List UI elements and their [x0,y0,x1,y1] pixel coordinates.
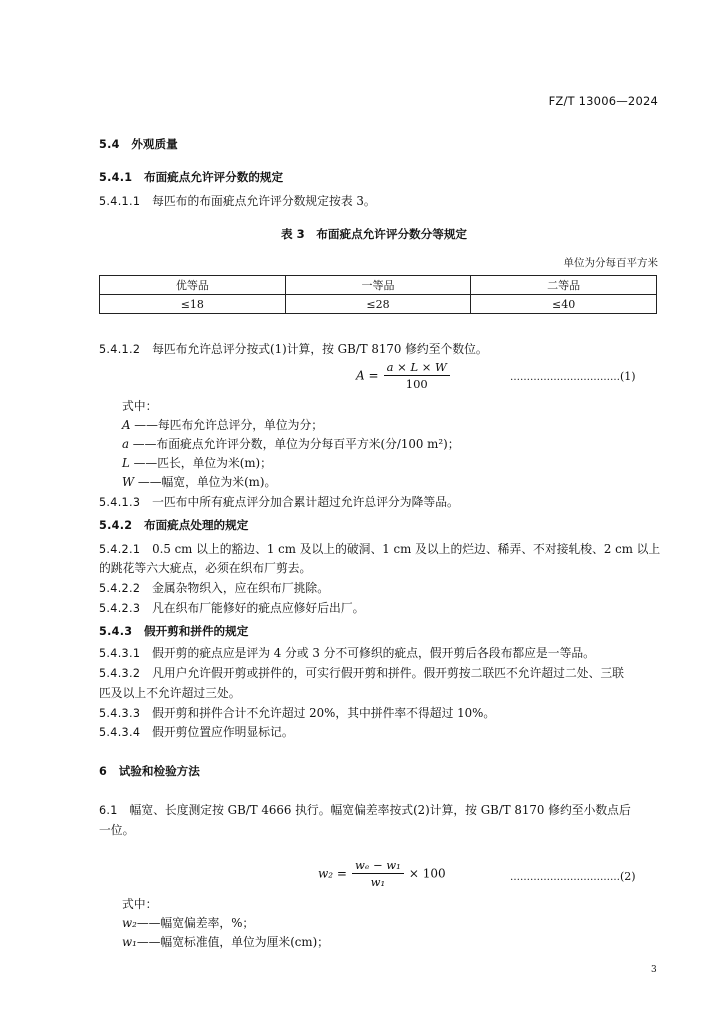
clause-5-4-2-1 [99,541,660,558]
formula-1 [356,360,450,391]
formula-fraction [352,858,404,889]
section-title: 布面疵点处理的规定 [143,518,249,532]
where-label: 式中： [122,897,158,911]
where-item [122,455,272,471]
where-item [122,436,460,452]
clause-number: 5.4.1.3 [99,496,141,509]
clause-text-line: 一位。 [99,823,135,837]
where-item [122,934,329,950]
clause-text: 假开剪的疵点应是评为 4 分或 3 分不可修织的疵点，假开剪后各段布都应是一等品。 [152,646,595,660]
clause-text: 金属杂物织入，应在织布厂挑除。 [152,581,330,595]
section-title: 试验和检验方法 [118,764,200,778]
clause-6-1 [99,802,631,819]
clause-number: 5.4.3.4 [99,726,141,739]
section-5-4-3 [99,623,248,639]
clause-text: 假开剪和拼件合计不允许超过 20%，其中拼件率不得超过 10%。 [152,706,496,720]
symbol: A [122,418,131,432]
section-5-4-1 [99,169,283,185]
clause-5-4-1-3 [99,494,459,511]
equation-number: (1) [620,370,636,383]
formula-lhs: w₂ = [318,866,347,881]
header-cell: 二等品 [471,276,657,295]
table-row [100,295,657,314]
clause-number: 5.4.1.2 [99,343,141,356]
symbol: W [122,475,135,489]
clause-number: 5.4.2.2 [99,582,141,595]
clause-text-line: 幅宽、长度测定按 GB/T 4666 执行。幅宽偏差率按式(2)计算，按 GB/T 8170 修约至小数点后 [129,803,631,817]
clause-number: 5.4.3.1 [99,647,141,660]
formula-denominator: w₁ [370,875,386,889]
clause-number: 5.4.2.3 [99,602,141,615]
symbol: w₂ [122,916,137,930]
clause-number: 5.4.1.1 [99,195,141,208]
formula-fraction [384,360,450,391]
clause-text: 一匹布中所有疵点评分加合累计超过允许总评分为降等品。 [152,495,459,509]
section-5-4 [99,136,178,152]
symbol: a [122,437,130,451]
formula-numerator: a × L × W [384,360,450,376]
clause-5-4-3-3 [99,705,495,722]
clause-5-4-3-2 [99,665,624,682]
clause-5-4-2-3 [99,600,364,617]
value-cell: ≤40 [471,295,657,314]
formula-1-tag [510,370,636,383]
symbol-desc: ——幅宽，单位为米(m)。 [137,475,277,489]
where-item [122,417,323,433]
page-number: 3 [651,965,657,975]
header-cell: 一等品 [285,276,471,295]
value-cell: ≤18 [100,295,286,314]
clause-text-line: 0.5 cm 以上的豁边、1 cm 及以上的破洞、1 cm 及以上的烂边、稀弄、不对接轧梭、2 cm 以上 [152,542,661,556]
where-label: 式中： [122,399,158,413]
value-cell: ≤28 [285,295,471,314]
formula-2-tag [510,870,636,883]
formula-multiplier: × 100 [408,866,446,881]
clause-number: 6.1 [99,804,118,817]
clause-text: 每匹布的布面疵点允许评分数规定按表 3。 [152,194,376,208]
table-caption: 表 3 布面疵点允许评分数分等规定 [281,227,468,241]
symbol-desc: ——匹长，单位为米(m)； [133,456,272,470]
clause-number: 5.4.2.1 [99,543,141,556]
clause-number: 5.4.3.3 [99,707,141,720]
formula-numerator: wₑ − w₁ [352,858,404,874]
section-title: 布面疵点允许评分数的规定 [143,170,284,184]
document-code: FZ/T 13006—2024 [548,94,658,108]
section-number: 5.4.1 [99,171,133,184]
table-header-row [100,276,657,295]
where-item [122,915,254,931]
leader-dots: …………………………… [510,372,620,383]
section-6 [99,763,200,779]
clause-5-4-1-2 [99,341,488,358]
header-cell: 优等品 [100,276,286,295]
section-5-4-2 [99,517,248,533]
clause-5-4-3-1 [99,645,595,662]
clause-text-line: 凡用户允许假开剪或拼件的，可实行假开剪和拼件。假开剪按二联匹不允许超过二处、三联 [152,666,624,680]
clause-text-line: 的跳花等六大疵点，必须在织布厂剪去。 [99,561,312,575]
where-item [122,474,276,490]
section-title: 假开剪和拼件的规定 [143,624,249,638]
formula-lhs: A = [356,368,379,383]
leader-dots: …………………………… [510,872,620,883]
clause-text: 每匹布允许总评分按式(1)计算，按 GB/T 8170 修约至个数位。 [152,342,488,356]
equation-number: (2) [620,870,636,883]
formula-2 [318,858,446,889]
formula-denominator: 100 [405,377,428,391]
symbol-desc: ——幅宽偏差率，%； [136,916,255,930]
section-number: 5.4 [99,138,120,151]
section-number: 5.4.2 [99,519,133,532]
section-title: 外观质量 [131,137,178,151]
table-unit: 单位为分每百平方米 [563,257,658,269]
section-number: 5.4.3 [99,625,133,638]
symbol: L [122,456,130,470]
symbol-desc: ——布面疵点允许评分数，单位为分每百平方米(分/100 m²)； [132,437,460,451]
clause-text: 假开剪位置应作明显标记。 [152,725,294,739]
clause-number: 5.4.3.2 [99,667,141,680]
clause-5-4-2-2 [99,580,329,597]
symbol-desc: ——每匹布允许总评分，单位为分； [134,418,324,432]
clause-text-line: 匹及以上不允许超过三处。 [99,686,241,700]
clause-5-4-3-4 [99,724,294,741]
symbol-desc: ——幅宽标准值，单位为厘米(cm)； [136,935,329,949]
section-number: 6 [99,765,108,778]
clause-5-4-1-1 [99,193,376,210]
clause-text: 凡在织布厂能修好的疵点应修好后出厂。 [152,601,365,615]
table-3 [99,275,657,314]
symbol: w₁ [122,935,137,949]
